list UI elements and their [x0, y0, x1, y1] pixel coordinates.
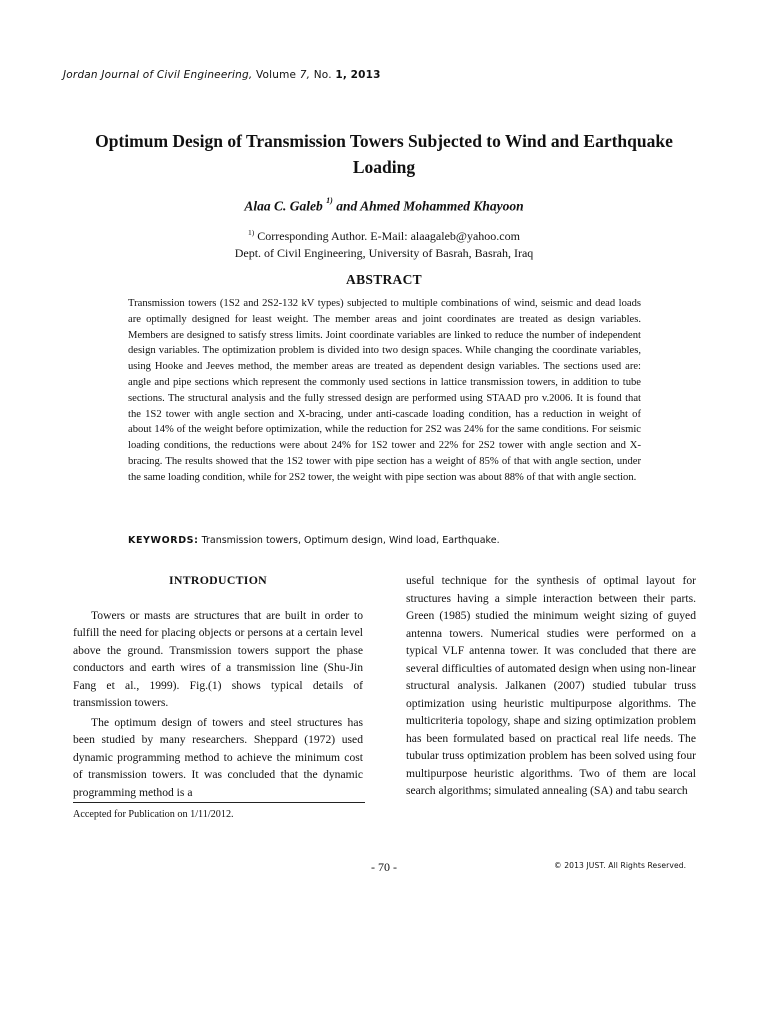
- footnote: Accepted for Publication on 1/11/2012.: [73, 809, 234, 820]
- journal-name: Jordan Journal of Civil Engineering,: [63, 69, 253, 81]
- author-2: and Ahmed Mohammed Khayoon: [336, 198, 524, 214]
- issue-number: 1,: [335, 69, 348, 81]
- author-line: [90, 198, 678, 215]
- page-number: - 70 -: [371, 860, 397, 874]
- keywords-line: [128, 535, 500, 546]
- year: 2013: [350, 69, 381, 81]
- keywords-label: KEYWORDS:: [128, 535, 199, 546]
- volume-label: Volume: [255, 69, 297, 81]
- right-column: [406, 572, 696, 800]
- abstract-heading: ABSTRACT: [346, 272, 422, 287]
- issue-label: No.: [313, 69, 332, 81]
- left-column: [73, 572, 363, 801]
- intro-paragraph-1: Towers or masts are structures that are built in order to fulfill the need for placing objects or persons at a certain level above the ground. Transmission towers support the phase conductors and earth wires of a transmission line (Shu-Jin Fang et al., 1999). Fig.(1) shows typical details of transmission towers.: [73, 608, 363, 709]
- corresponding-author: [90, 224, 678, 245]
- journal-header: [63, 69, 381, 81]
- volume-number: 7,: [299, 69, 311, 81]
- keywords-list: Transmission towers, Optimum design, Wind load, Earthquake.: [201, 535, 500, 546]
- author-1: Alaa C. Galeb: [244, 198, 323, 214]
- author-1-mark: 1): [326, 196, 333, 205]
- intro-paragraph-2: The optimum design of towers and steel structures has been studied by many researchers. Sheppard (1972) used dynamic programming method to achieve the minimum cost of transmission towers. It was concluded that the dynamic programming method is a: [73, 715, 363, 799]
- affiliation: [90, 224, 678, 262]
- article-title: Optimum Design of Transmission Towers Subjected to Wind and Earthquake Loading: [95, 131, 673, 177]
- abstract-text: Transmission towers (1S2 and 2S2-132 kV types) subjected to multiple combinations of wind, seismic and dead loads are optimally designed for least weight. The member areas and joint coordinates are treated as design variables. Members are designed to satisfy stress limits. Joint coordinate variables are linked to reduce the number of independent design variables. The optimization problem is divided into two design spaces. While changing the coordinate variables, using Hooke and Jeeves method, the member areas are treated as dependent design variables. The sections used are: angle and pipe sections which represent the commonly used sections in lattice transmission towers, in addition to tube sections. The structural analysis and the fully stressed design are performed using STAAD pro v.2006. It is found that the 1S2 tower with angle section and X-bracing, under anti-cascade loading condition, has a reduction in weight of about 14% of the weight before optimization, while the reduction for 2S2 was 24% for the same conditions. For seismic loading conditions, the reductions were about 24% for 1S2 tower and 22% for 2S2 tower with angle section and X-bracing. The results showed that the 1S2 tower with pipe section has a weight of 85% of that with angle section, under the same loading condition, while for 2S2 tower, the weight with pipe section was about 88% of that with angle section.: [128, 298, 641, 483]
- corresponding-text: Corresponding Author. E-Mail: alaagaleb@yahoo.com: [257, 229, 520, 243]
- introduction-heading: INTRODUCTION: [169, 573, 267, 587]
- copyright-notice: © 2013 JUST. All Rights Reserved.: [554, 861, 687, 870]
- corresponding-mark: 1): [248, 228, 255, 237]
- right-column-paragraph: useful technique for the synthesis of optimal layout for structures having a simple interaction between their parts. Green (1985) studied the minimum weight sizing of guyed antenna towers. Numerical studies were performed on a typical VLF antenna tower. It was concluded that there are several difficulties of automated design when using non-linear structural analysis. Jalkanen (2007) studied tubular truss optimization using heuristic multipurpose algorithms. The multicriteria topology, shape and sizing optimization problem has been formulated based on practical real life needs. The tubular truss optimization problem has been solved using four multipurpose heuristic algorithms. Two of them are local search algorithms; simulated annealing (SA) and tabu search: [406, 574, 696, 797]
- department: Dept. of Civil Engineering, University of Basrah, Basrah, Iraq: [234, 246, 534, 260]
- footnote-rule: [73, 802, 365, 803]
